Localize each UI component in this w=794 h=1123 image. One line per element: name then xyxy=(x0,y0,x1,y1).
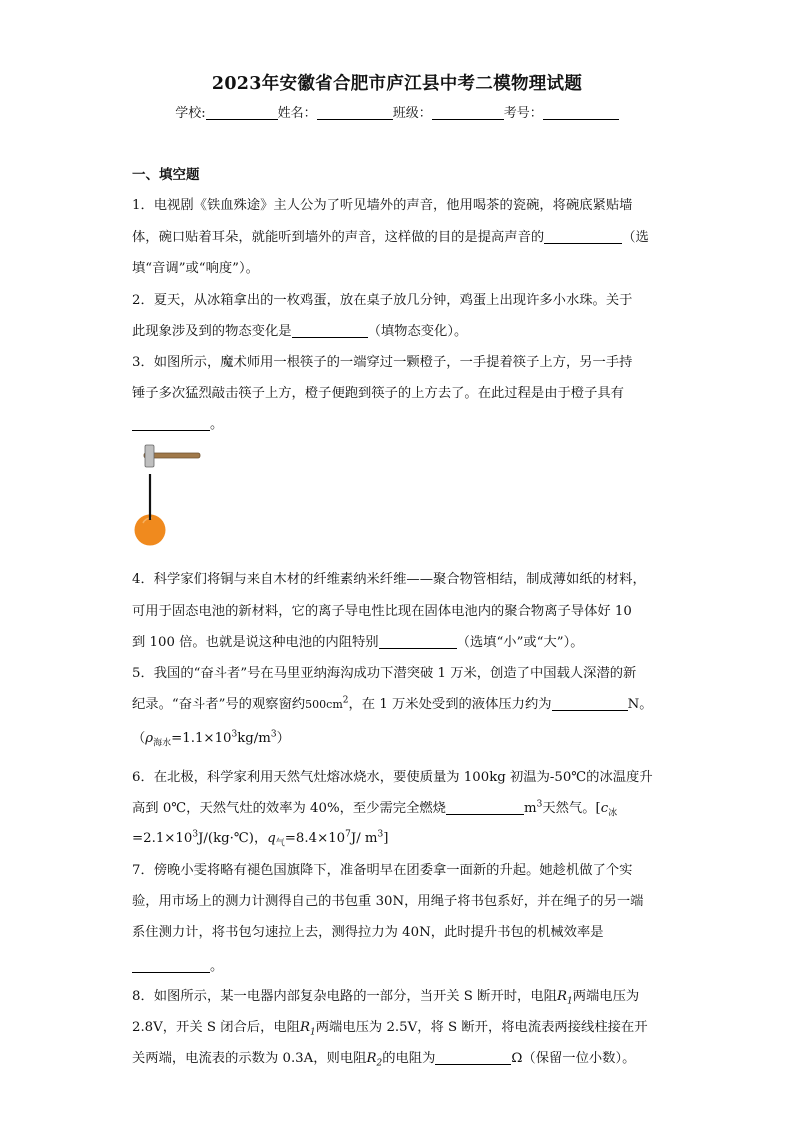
q8-answer-blank[interactable] xyxy=(435,1050,511,1065)
section-title: 一、填空题 xyxy=(132,167,200,183)
q3-line-1: 3．如图所示，魔术师用一根筷子的一端穿过一颗橙子，一手提着筷子上方，另一手持 xyxy=(132,355,633,370)
class-label: 班级： xyxy=(392,106,432,121)
q5-line-3: $(\rho_{海水}=1.1\times 10^3kg/m^3)$ xyxy=(132,729,290,749)
q6-answer-blank[interactable] xyxy=(446,800,524,815)
q8-text-3-tail: Ω（保留一位小数）。 xyxy=(511,1051,636,1066)
q1-text: 体，碗口贴着耳朵，就能听到墙外的声音，这样做的目的是提高声音的 xyxy=(132,230,545,245)
q6-text-tail: 天然气。[ xyxy=(542,801,601,816)
q7-text-tail: 。 xyxy=(210,959,224,974)
q8-r1: R xyxy=(556,989,567,1004)
school-label: 学校: xyxy=(175,106,206,121)
q6-bracket-close: ] xyxy=(383,831,389,846)
q1-line-3: 填“音调”或“响度”）。 xyxy=(132,261,259,276)
q1-text-tail: （选 xyxy=(622,230,649,245)
q2-line-1: 2．夏天，从冰箱拿出的一枚鸡蛋，放在桌子放几分钟，鸡蛋上出现许多小水珠。关于 xyxy=(132,293,633,308)
q5-rho-sub: 海水 xyxy=(153,738,172,749)
q3-text-tail: 。 xyxy=(210,417,224,432)
hammer-orange-figure xyxy=(132,440,212,550)
q2-text-tail: （填物态变化）。 xyxy=(367,324,468,339)
q6-c-value: =2.1×10 xyxy=(132,831,193,846)
q8-r2-sub: 2 xyxy=(376,1058,383,1069)
q4-line-2: 可用于固态电池的新材料，它的离子导电性比现在固体电池内的聚合物离子导体好 10 xyxy=(132,604,632,619)
q2-text: 此现象涉及到的物态变化是 xyxy=(132,324,292,339)
q6-unit: m xyxy=(523,801,537,816)
q8-text-3: 关两端，电流表的示数为 0.3A，则电阻 xyxy=(132,1051,367,1066)
q8-line-2 xyxy=(132,1016,672,1038)
q6-c-symbol: c xyxy=(600,801,609,816)
q4-text: 到 100 倍。也就是说这种电池的内阻特别 xyxy=(132,635,379,650)
q1-answer-blank[interactable] xyxy=(544,229,622,244)
class-blank[interactable] xyxy=(432,105,504,120)
q6-line-2: 高到 0℃，天然气灶的效率为 40%，至少需完全燃烧 $m^3$天然气。[$c_冰$ xyxy=(132,799,618,819)
q7-line-1: 7．傍晚小雯将略有褪色国旗降下，准备明早在团委拿一面新的升起。她趁机做了个实 xyxy=(132,863,633,878)
q6-q-unit: J/ m xyxy=(350,831,378,846)
q2-answer-blank[interactable] xyxy=(292,323,368,338)
q5-density-unit: kg/m xyxy=(237,731,271,746)
id-label: 考号： xyxy=(503,106,543,121)
q8-text-3-mid: 的电阻为 xyxy=(382,1051,436,1066)
q3-answer-blank[interactable] xyxy=(132,416,210,431)
q3-line-3 xyxy=(132,413,672,432)
q4-line-3 xyxy=(132,631,672,650)
exam-title: 2023年安徽省合肥市庐江县中考二模物理试题 xyxy=(211,74,583,94)
q5-paren-close: ） xyxy=(276,731,290,746)
q4-text-tail: （选填“小”或“大”）。 xyxy=(456,635,584,650)
q5-line-2: 纪录。“奋斗者”号的观察窗约$500cm^2$，在 1 万米处受到的液体压力约为 N。 xyxy=(132,695,653,712)
q8-line-3 xyxy=(132,1047,672,1069)
q8-text: 8．如图所示，某一电器内部复杂电路的一部分，当开关 S 断开时，电阻 xyxy=(132,989,557,1004)
q5-density-exp: 3 xyxy=(231,729,238,740)
q6-line-3: $=2.1\times 10^3J/(kg\cdot℃)$，$q_气=8.4\times 10^7J/$ $m^3$] xyxy=(132,829,389,849)
q5-answer-blank[interactable] xyxy=(552,696,628,711)
q5-density-value: =1.1×10 xyxy=(171,731,232,746)
q3-line-2: 锤子多次猛烈敲击筷子上方，橙子便跑到筷子的上方去了。在此过程是由于橙子具有 xyxy=(132,386,624,401)
q8-r2: R xyxy=(366,1051,377,1066)
q6-line-1: 6．在北极，科学家利用天然气灶熔冰烧水，要使质量为 100kg 初温为-50℃的冰温度升 xyxy=(132,770,653,785)
id-blank[interactable] xyxy=(543,105,619,120)
q5-line-1: 5．我国的“奋斗者”号在马里亚纳海沟成功下潜突破 1 万米，创造了中国载人深潜的新 xyxy=(132,666,637,681)
q5-text: 纪录。“奋斗者”号的观察窗约 xyxy=(132,697,306,712)
q6-c-unit: J/(kg·℃)， xyxy=(198,831,268,846)
q5-rho: ρ xyxy=(145,731,154,746)
q8-text-2: 2.8V，开关 S 闭合后，电阻 xyxy=(132,1020,300,1035)
q7-line-4 xyxy=(132,955,672,974)
q6-q-symbol: q xyxy=(267,831,276,846)
q8-r1-sub-2: 1 xyxy=(310,1027,316,1038)
q8-line-1 xyxy=(132,985,672,1007)
q1-line-1: 1．电视剧《铁血殊途》主人公为了听见墙外的声音，他用喝茶的瓷碗，将碗底紧贴墙 xyxy=(132,198,633,213)
q8-text-2-tail: 两端电压为 2.5V，将 S 断开，将电流表两接线柱接在开 xyxy=(315,1020,648,1035)
school-blank[interactable] xyxy=(206,105,278,120)
name-label: 姓名： xyxy=(277,106,317,121)
q5-area: 500cm xyxy=(305,698,343,711)
q1-line-2 xyxy=(132,226,672,245)
q8-r1-sub: 1 xyxy=(566,996,573,1007)
q6-c-sub: 冰 xyxy=(608,808,618,819)
student-info-line xyxy=(0,102,794,121)
q2-line-2 xyxy=(132,320,672,339)
q6-q-sub: 气 xyxy=(275,838,285,849)
q7-answer-blank[interactable] xyxy=(132,958,210,973)
name-blank[interactable] xyxy=(317,105,393,120)
q5-unit: N。 xyxy=(627,697,653,712)
q6-text: 高到 0℃，天然气灶的效率为 40%，至少需完全燃烧 xyxy=(132,801,446,816)
q7-line-3: 系住测力计，将书包匀速拉上去，测得拉力为 40N，此时提升书包的机械效率是 xyxy=(132,925,604,940)
hammer-icon xyxy=(144,445,200,467)
q8-r1-2: R xyxy=(299,1020,310,1035)
q4-answer-blank[interactable] xyxy=(379,634,457,649)
q8-text-tail: 两端电压为 xyxy=(572,989,640,1004)
q5-paren-open: （ xyxy=(132,731,146,746)
q5-text-mid: ，在 1 万米处受到的液体压力约为 xyxy=(348,697,552,712)
q4-line-1: 4．科学家们将铜与来自木材的纤维素纳米纤维——聚合物管相结，制成薄如纸的材料， xyxy=(132,572,646,587)
q6-q-value: =8.4×10 xyxy=(284,831,346,846)
q7-line-2: 验，用市场上的测力计测得自己的书包重 30N，用绳子将书包系好，并在绳子的另一端 xyxy=(132,894,644,909)
